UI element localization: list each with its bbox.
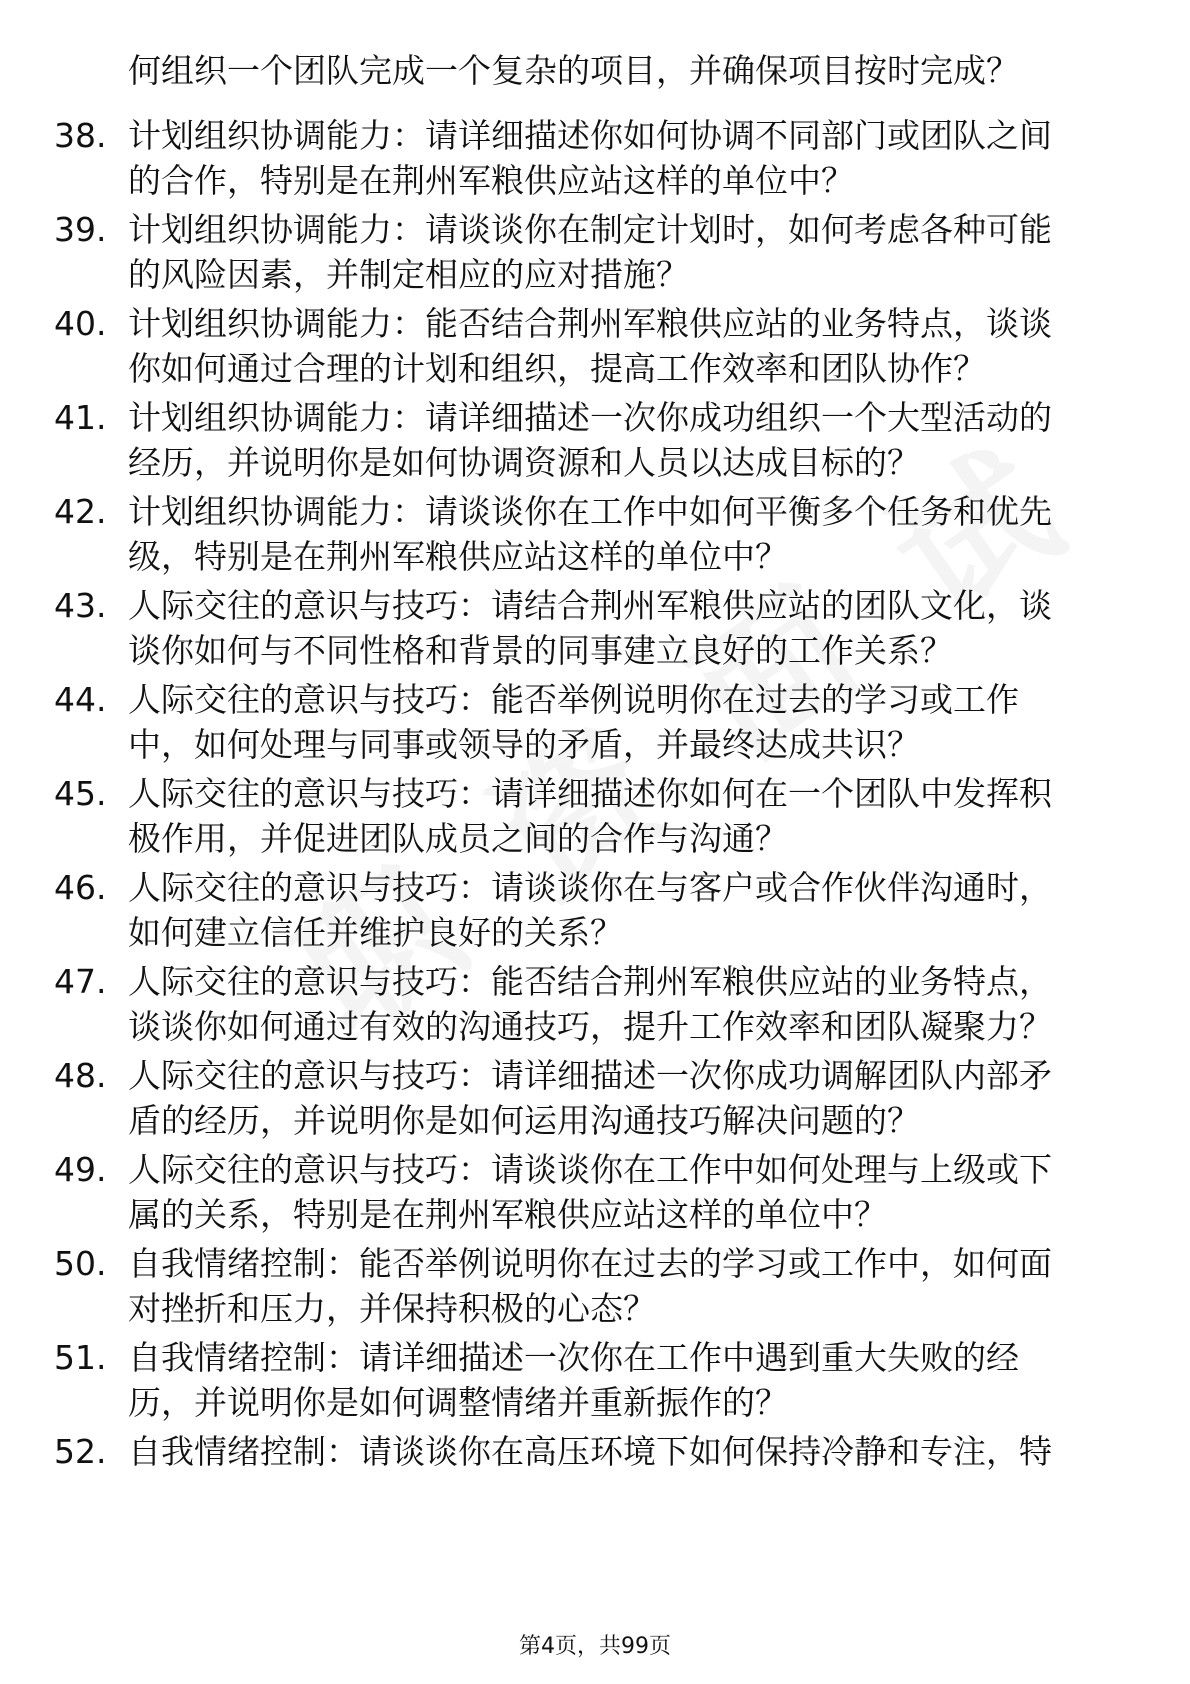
question-text [128,1147,1118,1237]
question-item [0,207,1190,301]
question-line: 人际交往的意识与技巧：请结合荆州军粮供应站的团队文化，谈 [128,586,1052,625]
question-text [128,1053,1118,1143]
question-text [128,677,1118,767]
question-line: 人际交往的意识与技巧：请详细描述你如何在一个团队中发挥积 [128,774,1052,813]
continued-question-text: 何组织一个团队完成一个复杂的项目，并确保项目按时完成？ [128,51,1019,90]
question-text [128,113,1118,203]
question-line: 的合作，特别是在荆州军粮供应站这样的单位中？ [128,161,854,200]
question-number: 45. [54,774,107,813]
question-line: 谈谈你如何通过有效的沟通技巧，提升工作效率和团队凝聚力？ [128,1007,1052,1046]
question-number: 41. [54,398,107,437]
question-number: 40. [54,304,107,343]
question-text [128,959,1118,1049]
question-item [0,301,1190,395]
question-text [128,583,1118,673]
question-line: 谈你如何与不同性格和背景的同事建立良好的工作关系？ [128,631,953,670]
question-line: 人际交往的意识与技巧：请谈谈你在工作中如何处理与上级或下 [128,1150,1052,1189]
question-item [0,677,1190,771]
question-item [0,1429,1190,1523]
question-line: 自我情绪控制：请谈谈你在高压环境下如何保持冷静和专注，特 [128,1432,1052,1471]
question-number: 47. [54,962,107,1001]
question-number: 50. [54,1244,107,1283]
question-item [0,1335,1190,1429]
question-number: 38. [54,116,107,155]
question-line: 你如何通过合理的计划和组织，提高工作效率和团队协作？ [128,349,986,388]
question-text [128,301,1118,391]
question-text [128,1429,1118,1474]
question-line: 计划组织协调能力：请详细描述你如何协调不同部门或团队之间 [128,116,1052,155]
question-line: 盾的经历，并说明你是如何运用沟通技巧解决问题的？ [128,1101,920,1140]
question-line: 计划组织协调能力：请谈谈你在工作中如何平衡多个任务和优先 [128,492,1052,531]
question-line: 级，特别是在荆州军粮供应站这样的单位中？ [128,537,788,576]
question-number: 52. [54,1432,107,1471]
question-list [0,113,1190,1523]
question-item [0,583,1190,677]
question-number: 51. [54,1338,107,1377]
question-item [0,865,1190,959]
question-line: 极作用，并促进团队成员之间的合作与沟通？ [128,819,788,858]
question-line: 计划组织协调能力：请详细描述一次你成功组织一个大型活动的 [128,398,1052,437]
question-item [0,395,1190,489]
question-line: 人际交往的意识与技巧：能否结合荆州军粮供应站的业务特点， [128,962,1052,1001]
question-line: 经历，并说明你是如何协调资源和人员以达成目标的？ [128,443,920,482]
question-text [128,207,1118,297]
question-line: 计划组织协调能力：能否结合荆州军粮供应站的业务特点，谈谈 [128,304,1052,343]
question-item [0,489,1190,583]
question-line: 历，并说明你是如何调整情绪并重新振作的？ [128,1383,788,1422]
question-text [128,1241,1118,1331]
question-number: 49. [54,1150,107,1189]
question-line: 人际交往的意识与技巧：请详细描述一次你成功调解团队内部矛 [128,1056,1052,1095]
question-text [128,1335,1118,1425]
question-line: 如何建立信任并维护良好的关系？ [128,913,623,952]
question-number: 46. [54,868,107,907]
question-number: 42. [54,492,107,531]
question-line: 的风险因素，并制定相应的应对措施？ [128,255,689,294]
question-line: 中，如何处理与同事或领导的矛盾，并最终达成共识？ [128,725,920,764]
question-item [0,959,1190,1053]
question-line: 自我情绪控制：能否举例说明你在过去的学习或工作中，如何面 [128,1244,1052,1283]
question-line: 人际交往的意识与技巧：能否举例说明你在过去的学习或工作 [128,680,1019,719]
question-line: 自我情绪控制：请详细描述一次你在工作中遇到重大失败的经 [128,1338,1019,1377]
page-footer: 第4页，共99页 [519,1634,671,1659]
question-number: 39. [54,210,107,249]
question-item [0,1241,1190,1335]
question-item [0,113,1190,207]
question-number: 48. [54,1056,107,1095]
question-item [0,1147,1190,1241]
question-line: 对挫折和压力，并保持积极的心态？ [128,1289,656,1328]
question-line: 人际交往的意识与技巧：请谈谈你在与客户或合作伙伴沟通时， [128,868,1052,907]
question-text [128,771,1118,861]
question-text [128,865,1118,955]
question-line: 计划组织协调能力：请谈谈你在制定计划时，如何考虑各种可能 [128,210,1052,249]
question-item [0,771,1190,865]
question-text [128,395,1118,485]
question-number: 43. [54,586,107,625]
question-line: 属的关系，特别是在荆州军粮供应站这样的单位中？ [128,1195,887,1234]
question-item [0,1053,1190,1147]
question-number: 44. [54,680,107,719]
question-text [128,489,1118,579]
